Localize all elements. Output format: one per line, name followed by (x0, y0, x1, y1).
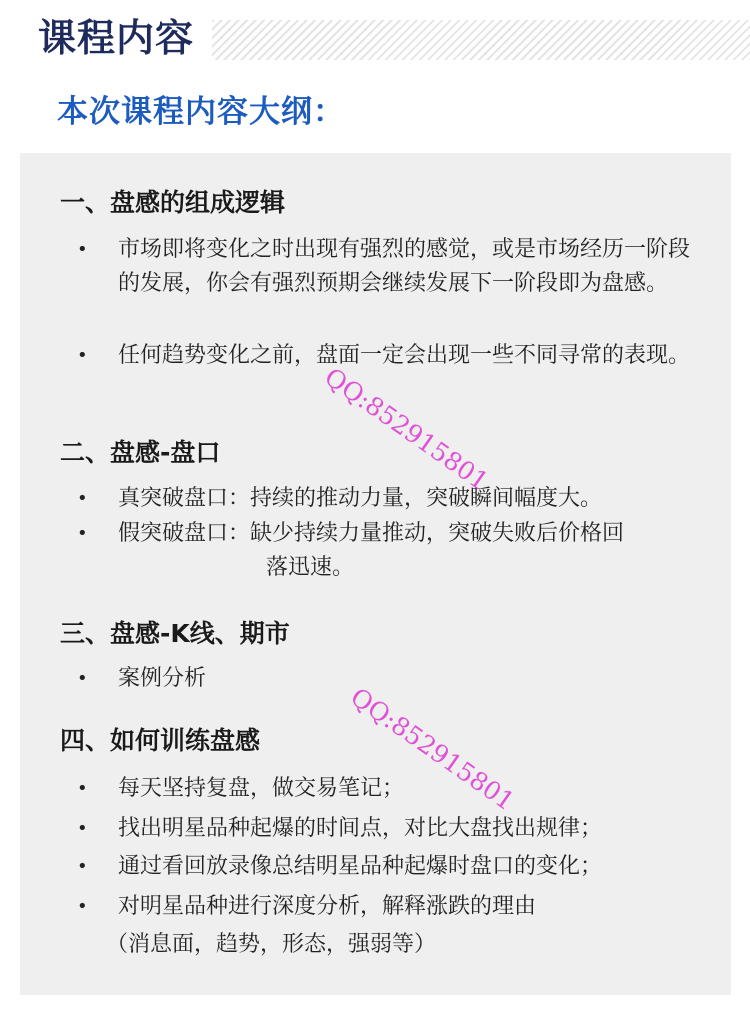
header (0, 0, 750, 74)
section-3 (60, 616, 290, 652)
bullet-icon: • (77, 523, 88, 544)
page-title: 课程内容 (38, 16, 195, 60)
section-1 (60, 185, 285, 221)
section-2 (60, 435, 220, 471)
header-stripe-decoration (212, 20, 750, 60)
section-4 (60, 723, 260, 759)
list-item-text: 落迅速。 (266, 555, 355, 580)
section-title: 一、盘感的组成逻辑 (60, 188, 286, 217)
bullet-icon: • (77, 239, 88, 260)
list-item-text: 任何趋势变化之前，盘面一定会出现一些不同寻常的表现。 (118, 343, 691, 368)
outline-panel (20, 153, 731, 995)
list-item-text: 真突破盘口：持续的推动力量，突破瞬间幅度大。 (118, 486, 603, 511)
bullet-icon: • (77, 668, 88, 689)
section-title: 四、如何训练盘感 (60, 726, 261, 755)
list-item-text: 每天坚持复盘，做交易笔记； (118, 776, 405, 801)
list-item-text: 找出明星品种起爆的时间点，对比大盘找出规律； (118, 816, 603, 841)
list-item-text: 市场即将变化之时出现有强烈的感觉，或是市场经历一阶段的发展，你会有强烈预期会继续发展下一阶段即为盘感。 (118, 237, 691, 296)
bullet-icon: • (77, 345, 88, 366)
section-title: 三、盘感-K线、期市 (60, 619, 290, 648)
watermark-text: QQ:852915801 (319, 362, 494, 497)
list-item-text: （消息面，趋势，形态，强弱等） (106, 932, 437, 957)
bullet-icon: • (77, 818, 88, 839)
list-item-text: 案例分析 (118, 666, 207, 691)
outline-subtitle: 本次课程内容大纲： (57, 94, 345, 130)
section-title: 二、盘感-盘口 (60, 438, 221, 467)
bullet-icon: • (77, 856, 88, 877)
bullet-icon: • (77, 778, 88, 799)
watermark-text: QQ:852915801 (345, 682, 520, 817)
bullet-icon: • (77, 488, 88, 509)
list-item-text: 假突破盘口：缺少持续力量推动，突破失败后价格回 (118, 521, 625, 546)
list-item-text: 对明星品种进行深度分析，解释涨跌的理由 (118, 894, 537, 919)
list-item-text: 通过看回放录像总结明星品种起爆时盘口的变化； (118, 854, 603, 879)
bullet-icon: • (77, 896, 88, 917)
